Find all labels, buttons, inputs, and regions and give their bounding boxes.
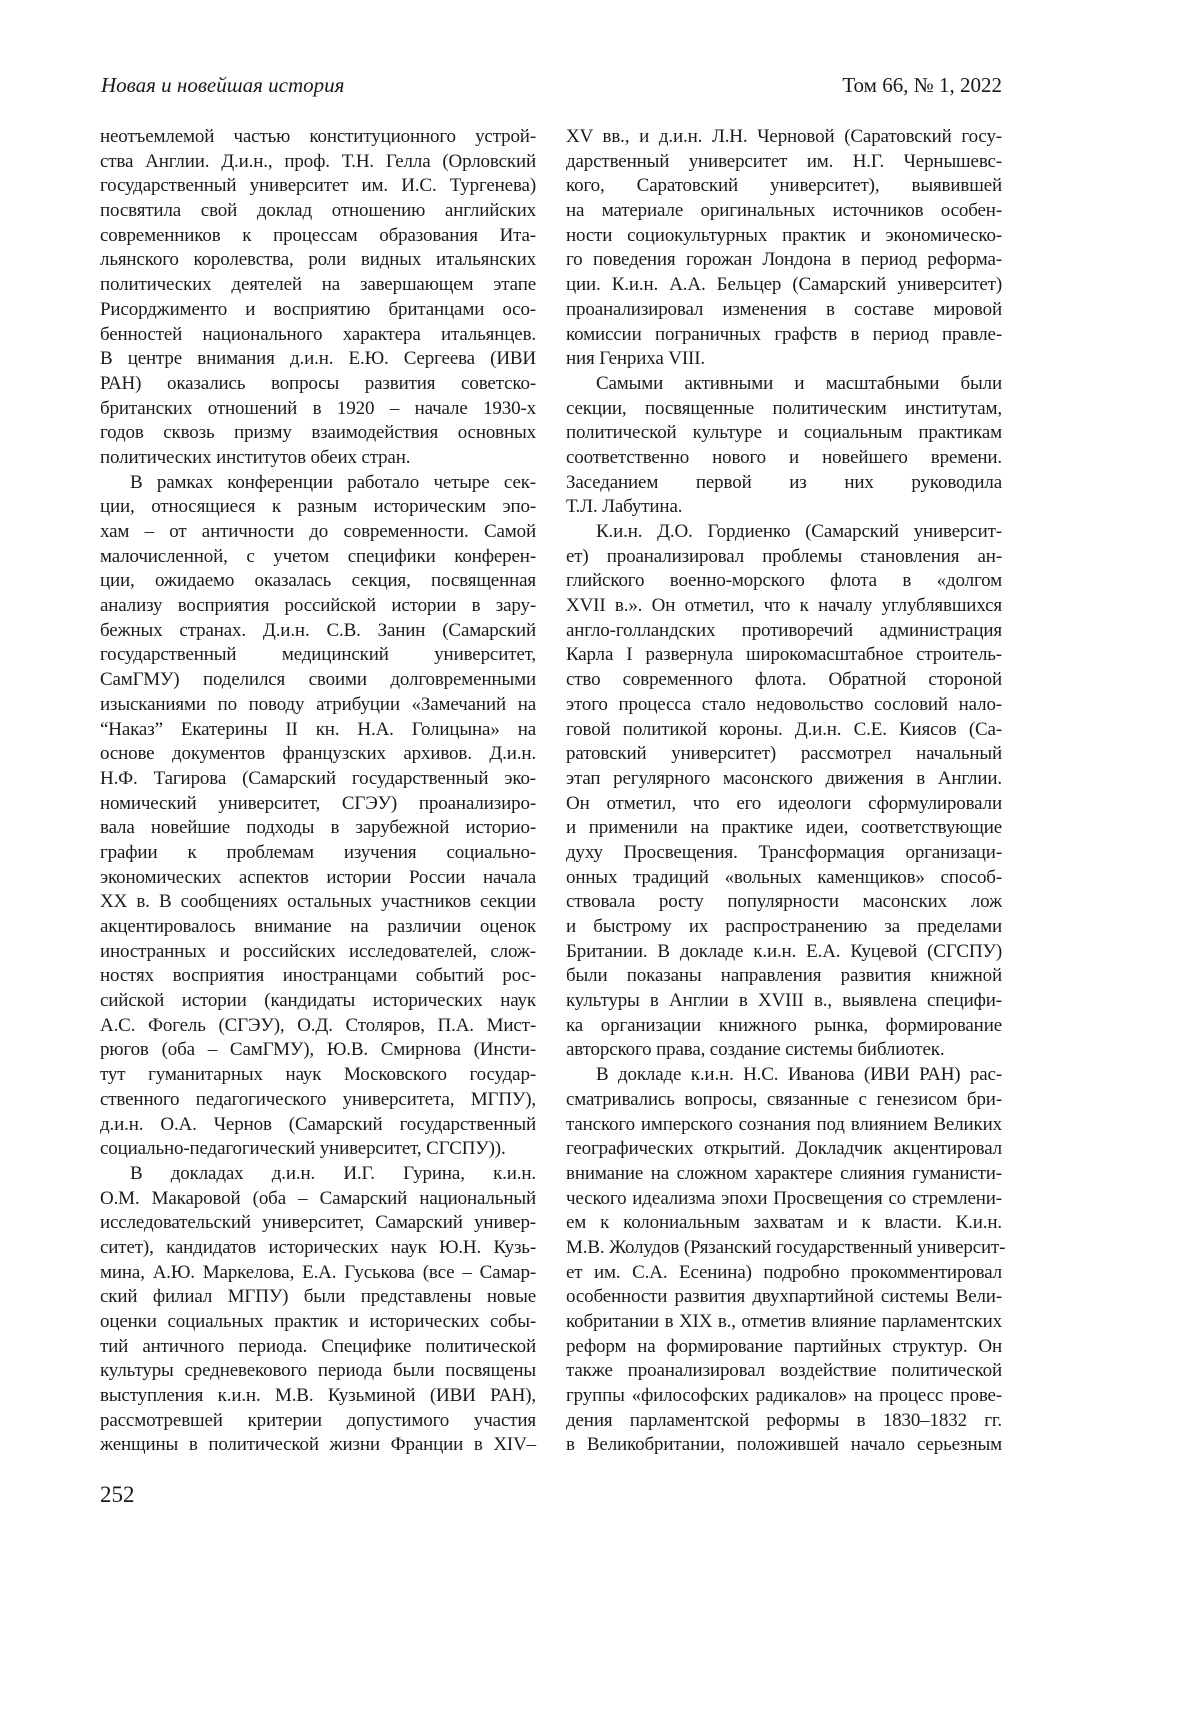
text-line: посвятила свой доклад отношению английских [100,199,536,224]
text-line: Н.Ф. Тагирова (Самарский государственный эко- [100,767,536,792]
text-line: ции, относящиеся к разным историческим эпо- [100,495,536,520]
text-line: К.и.н. Д.О. Гордиенко (Самарский университ- [566,520,1002,545]
text-line: графии к проблемам изучения социально- [100,841,536,866]
text-line: были показаны направления развития книжной [566,964,1002,989]
page-number: 252 [100,1482,135,1508]
text-line: этого процесса стало недовольство сословий нало- [566,693,1002,718]
text-line: неотъемлемой частью конституционного устрой- [100,125,536,150]
text-line: вала новейшие подходы в зарубежной историо- [100,816,536,841]
paragraph [100,471,536,1162]
running-header-journal-title: Новая и новейшая история [101,72,344,98]
text-line: кобритании в XIX в., отметив влияние парламентских [566,1310,1002,1335]
paragraph [100,1162,536,1458]
text-line: ния Генриха VIII. [566,347,1002,372]
text-line: В докладе к.и.н. Н.С. Иванова (ИВИ РАН) рас- [566,1063,1002,1088]
text-line: реформ на формирование партийных структур. Он [566,1335,1002,1360]
text-line: и быстрому их распространению за пределами [566,915,1002,940]
text-line: англо-голландских противоречий администрация [566,619,1002,644]
text-line: Он отметил, что его идеологи сформулировали [566,792,1002,817]
text-line: иностранных и российских исследователей, слож- [100,940,536,965]
text-line: РАН) оказались вопросы развития советско- [100,372,536,397]
text-line: политических деятелей на завершающем этапе [100,273,536,298]
text-line: ции. К.и.н. А.А. Бельцер (Самарский университет) [566,273,1002,298]
text-line: танского имперского сознания под влиянием Великих [566,1113,1002,1138]
text-line: проанализировал изменения в составе мировой [566,298,1002,323]
text-line: XX в. В сообщениях остальных участников секции [100,890,536,915]
text-line: онных традиций «вольных каменщиков» способ- [566,866,1002,891]
text-line: рассмотревшей критерии допустимого участия [100,1409,536,1434]
text-line: Британии. В докладе к.и.н. Е.А. Куцевой (СГСПУ) [566,940,1002,965]
text-line: культуры средневекового периода были посвящены [100,1359,536,1384]
text-line: выступления к.и.н. М.В. Кузьминой (ИВИ РАН), [100,1384,536,1409]
paragraph [566,520,1002,1063]
text-column-left [100,125,536,1458]
text-line: В центре внимания д.и.н. Е.Ю. Сергеева (ИВИ [100,347,536,372]
paragraph [100,125,536,471]
text-line: номический университет, СГЭУ) проанализиро- [100,792,536,817]
text-line: ский филиал МГПУ) были представлены новые [100,1285,536,1310]
text-line: малочисленной, с учетом специфики конферен- [100,545,536,570]
text-line: XVII в.». Он отметил, что к началу углублявшихся [566,594,1002,619]
text-line: мина, А.Ю. Маркелова, Е.А. Гуськова (все – Самар- [100,1261,536,1286]
text-line: сийской истории (кандидаты исторических наук [100,989,536,1014]
text-line: исследовательский университет, Самарский универ- [100,1211,536,1236]
text-line: соответственно нового и новейшего времени. [566,446,1002,471]
text-line: ка организации книжного рынка, формирование [566,1014,1002,1039]
text-line: Рисорджименто и восприятию британцами осо- [100,298,536,323]
text-line: британских отношений в 1920 – начале 1930-х [100,397,536,422]
text-line: д.и.н. О.А. Чернов (Самарский государственный [100,1113,536,1138]
text-line: сматривались вопросы, связанные с генезисом бри- [566,1088,1002,1113]
text-line: ственного педагогического университета, МГПУ), [100,1088,536,1113]
text-line: женщины в политической жизни Франции в XIV– [100,1433,536,1458]
text-line: XV вв., и д.и.н. Л.Н. Черновой (Саратовский госу- [566,125,1002,150]
text-line: ем к колониальным захватам и к власти. К.и.н. [566,1211,1002,1236]
text-line: “Наказ” Екатерины II кн. Н.А. Голицына» на [100,718,536,743]
text-line: ства Англии. Д.и.н., проф. Т.Н. Гелла (Орловский [100,150,536,175]
text-line: хам – от античности до современности. Самой [100,520,536,545]
text-line: тий античного периода. Специфике политической [100,1335,536,1360]
text-line: и применили на практике идеи, соответствующие [566,816,1002,841]
text-line: го поведения горожан Лондона в период реформа- [566,248,1002,273]
text-line: также проанализировал воздействие политической [566,1359,1002,1384]
text-line: культуры в Англии в XVIII в., выявлена специфи- [566,989,1002,1014]
text-line: изысканиями по поводу атрибуции «Замечаний на [100,693,536,718]
text-line: государственный медицинский университет, [100,643,536,668]
text-line: экономических аспектов истории России начала [100,866,536,891]
text-line: основе документов французских архивов. Д.и.н. [100,742,536,767]
text-line: СамГМУ) поделился своими долговременными [100,668,536,693]
text-line: ратовский университет) рассмотрел начальный [566,742,1002,767]
text-line: бенностей национального характера итальянцев. [100,323,536,348]
text-line: акцентировалось внимание на различии оценок [100,915,536,940]
text-line: на материале оригинальных источников особен- [566,199,1002,224]
text-line: А.С. Фогель (СГЭУ), О.Д. Столяров, П.А. Мист- [100,1014,536,1039]
text-line: М.В. Жолудов (Рязанский государственный университ- [566,1236,1002,1261]
text-line: В рамках конференции работало четыре сек- [100,471,536,496]
text-line: тут гуманитарных наук Московского государ- [100,1063,536,1088]
text-line: В докладах д.и.н. И.Г. Гурина, к.и.н. [100,1162,536,1187]
text-line: оценки социальных практик и исторических собы- [100,1310,536,1335]
text-line: Заседанием первой из них руководила [566,471,1002,496]
text-line: группы «философских радикалов» на процесс прове- [566,1384,1002,1409]
text-line: кого, Саратовский университет), выявившей [566,174,1002,199]
text-line: ческого идеализма эпохи Просвещения со стремлени- [566,1187,1002,1212]
text-line: анализу восприятия российской истории в зару- [100,594,536,619]
paragraph [566,1063,1002,1458]
text-line: ции, ожидаемо оказалась секция, посвященная [100,569,536,594]
text-column-right [566,125,1002,1458]
text-line: современников к процессам образования Ита- [100,224,536,249]
text-line: Карла I развернула широкомасштабное строитель- [566,643,1002,668]
text-line: внимание на сложном характере слияния гуманисти- [566,1162,1002,1187]
text-line: бежных странах. Д.и.н. С.В. Занин (Самарский [100,619,536,644]
text-line: ствовала росту популярности масонских лож [566,890,1002,915]
text-line: Самыми активными и масштабными были [566,372,1002,397]
text-line: глийского военно-морского флота в «долгом [566,569,1002,594]
text-line: особенности развития двухпартийной системы Вели- [566,1285,1002,1310]
text-line: в Великобритании, положившей начало серьезным [566,1433,1002,1458]
text-line: ситет), кандидатов исторических наук Ю.Н. Кузь- [100,1236,536,1261]
text-line: О.М. Макаровой (оба – Самарский национальный [100,1187,536,1212]
text-line: государственный университет им. И.С. Тургенева) [100,174,536,199]
text-line: комиссии пограничных графств в период правле- [566,323,1002,348]
text-line: социально-педагогический университет, СГСПУ)). [100,1137,536,1162]
text-line: политических институтов обеих стран. [100,446,536,471]
text-line: политической культуре и социальным практикам [566,421,1002,446]
text-line: говой политикой короны. Д.и.н. С.Е. Киясов (Са- [566,718,1002,743]
text-line: Т.Л. Лабутина. [566,495,1002,520]
running-header-issue: Том 66, № 1, 2022 [842,72,1002,98]
text-line: ет им. С.А. Есенина) подробно прокомментировал [566,1261,1002,1286]
text-line: авторского права, создание системы библиотек. [566,1038,1002,1063]
text-line: этап регулярного масонского движения в Англии. [566,767,1002,792]
paragraph [566,372,1002,520]
text-line: рюгов (оба – СамГМУ), Ю.В. Смирнова (Инсти- [100,1038,536,1063]
text-line: ство современного флота. Обратной стороной [566,668,1002,693]
text-line: ностях восприятия иностранцами событий рос- [100,964,536,989]
text-line: годов сквозь призму взаимодействия основных [100,421,536,446]
text-line: географических открытий. Докладчик акцентировал [566,1137,1002,1162]
text-line: льянского королевства, роли видных итальянских [100,248,536,273]
paragraph [566,125,1002,372]
text-line: дарственный университет им. Н.Г. Чернышевс- [566,150,1002,175]
text-line: духу Просвещения. Трансформация организаци- [566,841,1002,866]
text-line: ет) проанализировал проблемы становления ан- [566,545,1002,570]
text-line: секции, посвященные политическим институтам, [566,397,1002,422]
text-line: дения парламентской реформы в 1830–1832 гг. [566,1409,1002,1434]
text-line: ности социокультурных практик и экономическо- [566,224,1002,249]
